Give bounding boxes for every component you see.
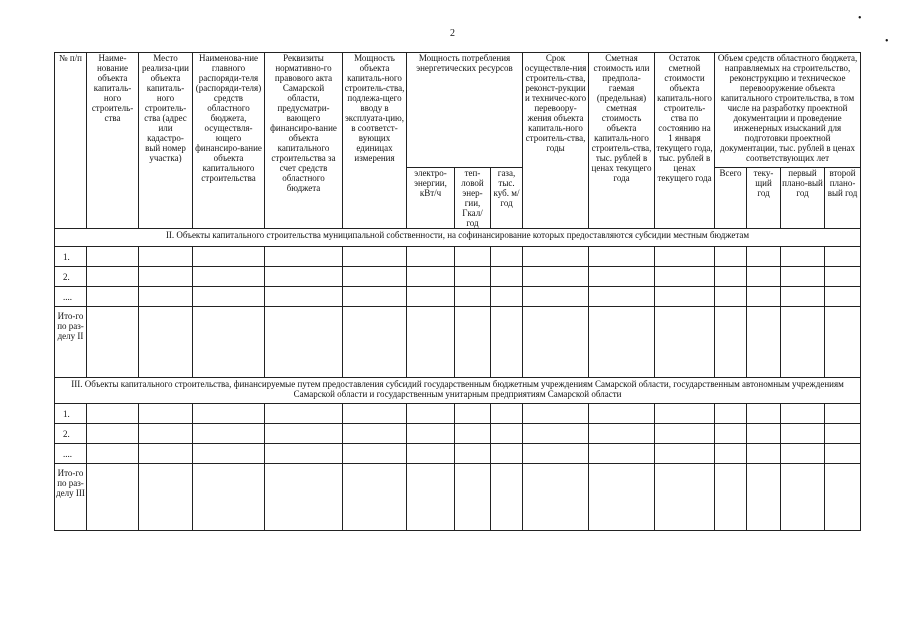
header-volume-current-year: теку-щий год xyxy=(747,168,781,229)
row-number: 2. xyxy=(55,267,87,287)
section-3-total-label: Ито-го по раз-делу III xyxy=(55,464,87,531)
section-3-total-row xyxy=(55,464,861,531)
section-3-title: III. Объекты капитального строительства, финансируемые путем предоставления субсидий государственным бюджетным учреждениям Самарской области, государственным автономным учреждениям Самарской области и государственным унитарным предприятиям Самарской области xyxy=(55,378,861,404)
header-volume-second-year: второй плано-вый год xyxy=(825,168,861,229)
header-object-name: Наиме-нование объекта капиталь-ного строитель-ства xyxy=(87,53,139,229)
row-number: 1. xyxy=(55,247,87,267)
section-2-row-3 xyxy=(55,287,861,307)
header-capacity: Мощность объекта капиталь-ного строитель-ства, подлежа-щего вводу в эксплуата-цию, в соответст-вующих единицах измерения xyxy=(343,53,407,229)
header-volume-first-year: первый плано-вый год xyxy=(781,168,825,229)
row-number: 1. xyxy=(55,404,87,424)
row-number: .... xyxy=(55,287,87,307)
section-3-row-3 xyxy=(55,444,861,464)
section-2-row-2 xyxy=(55,267,861,287)
section-2-row-1 xyxy=(55,247,861,267)
section-3-title-row xyxy=(55,378,861,404)
capital-construction-table xyxy=(54,52,861,531)
header-energy: Мощность потребления энергетических ресурсов xyxy=(407,53,523,168)
header-energy-electric: электро-энергии, кВт/ч xyxy=(407,168,455,229)
header-legal-act: Реквизиты нормативно-го правового акта Самарской области, предусматри-вающего финансиро-вание объекта капитального строительства за счет средств областного бюджета xyxy=(265,53,343,229)
page-number: 2 xyxy=(450,28,455,39)
scan-speck: • xyxy=(858,13,862,24)
header-cost-remainder: Остаток сметной стоимости объекта капиталь-ного строитель-ства по состоянию на 1 января текущего года, тыс. рублей в ценах текущего года xyxy=(655,53,715,229)
section-3-row-1 xyxy=(55,404,861,424)
header-energy-heat: теп-ловой энер-гии, Гкал/ год xyxy=(455,168,491,229)
header-budget-manager: Наименова-ние главного распоряди-теля (распоряди-теля) средств областного бюджета, осуществля-ющего финансиро-вание объекта капитального строительства xyxy=(193,53,265,229)
header-row-1 xyxy=(55,53,861,168)
header-budget-volume: Объем средств областного бюджета, направляемых на строительство, реконструкцию и техническое перевооружение объекта капитального строительства, в том числе на разработку проектной документации и проведение инженерных изысканий для подготовки проектной документации, тыс. рублей в ценах соответствующих лет xyxy=(715,53,861,168)
row-number: .... xyxy=(55,444,87,464)
section-3-row-2 xyxy=(55,424,861,444)
header-estimated-cost: Сметная стоимость или предпола-гаемая (предельная) сметная стоимость объекта капиталь-ного строитель-ства, тыс. рублей в ценах текущего года xyxy=(589,53,655,229)
scan-speck: • xyxy=(885,36,889,47)
section-2-title: II. Объекты капитального строительства муниципальной собственности, на софинансирование которых предоставляются субсидии местным бюджетам xyxy=(55,229,861,247)
header-num: № п/п xyxy=(55,53,87,229)
header-location: Место реализа-ции объекта капиталь-ного строитель-ства (адрес или кадастро-вый номер участка) xyxy=(139,53,193,229)
header-term: Срок осуществле-ния строитель-ства, реконст-рукции и техничес-кого перевоору-жения объекта капиталь-ного строитель-ства, годы xyxy=(523,53,589,229)
header-energy-gas: газа, тыс. куб. м/год xyxy=(491,168,523,229)
section-2-total-row xyxy=(55,307,861,378)
header-volume-total: Всего xyxy=(715,168,747,229)
section-2-total-label: Ито-го по раз-делу II xyxy=(55,307,87,378)
section-2-title-row xyxy=(55,229,861,247)
row-number: 2. xyxy=(55,424,87,444)
